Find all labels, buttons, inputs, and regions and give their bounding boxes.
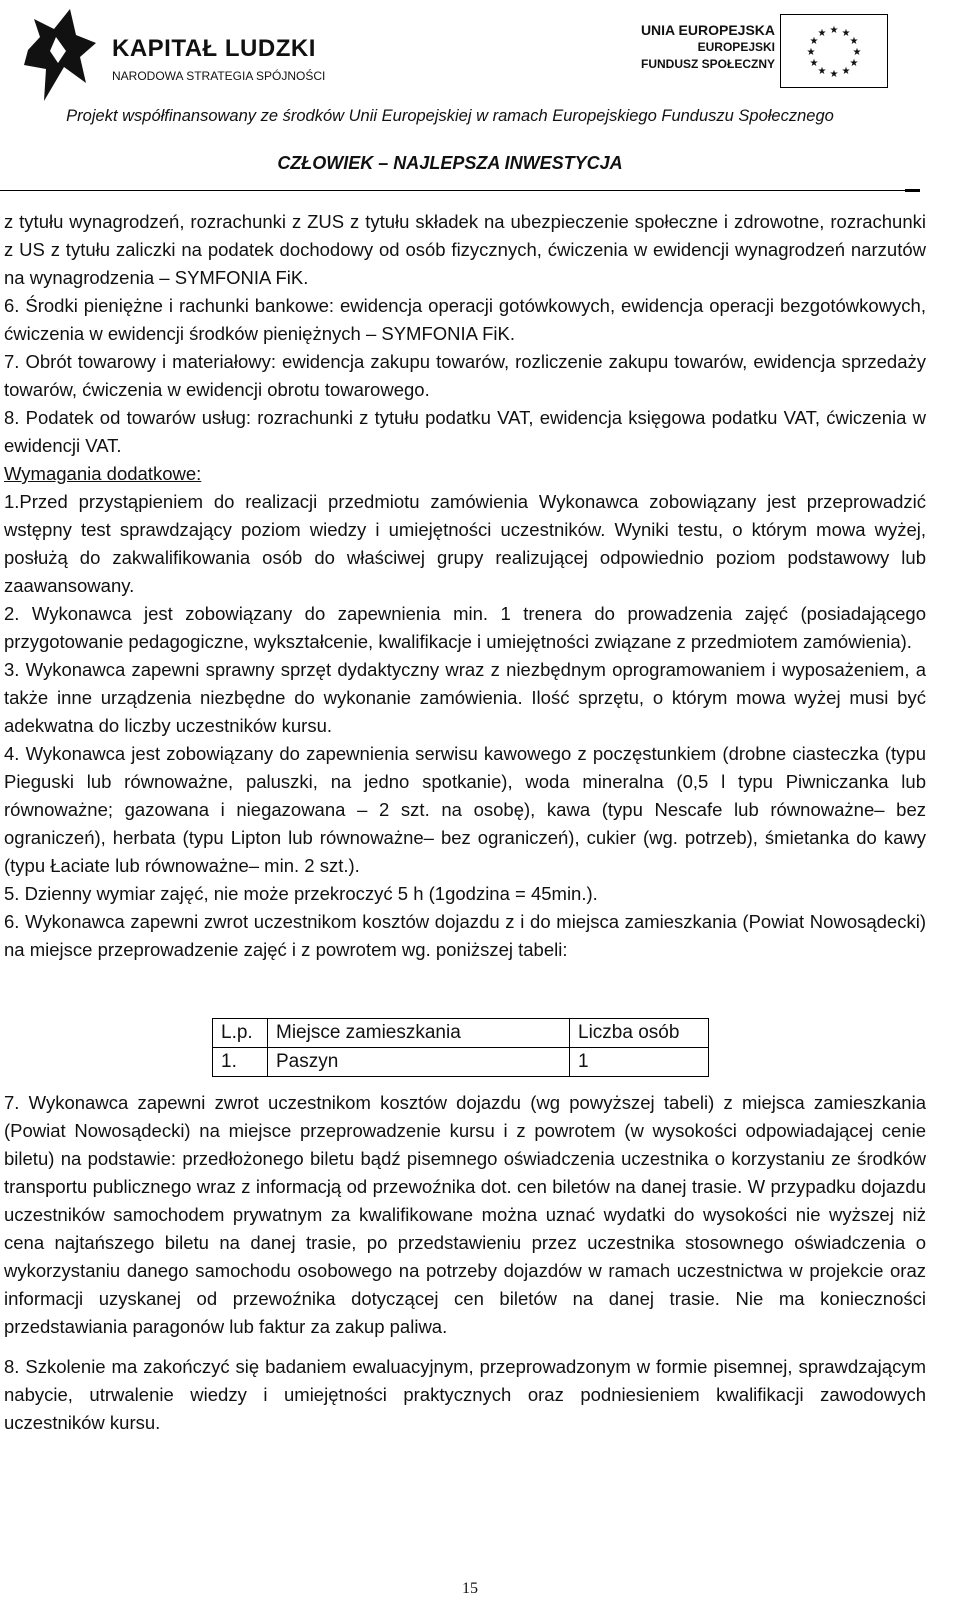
- eu-logo-line1: UNIA EUROPEJSKA: [640, 22, 775, 38]
- svg-text:★: ★: [809, 58, 819, 69]
- document-body: [4, 208, 926, 1437]
- paragraph-8: 8. Podatek od towarów usług: rozrachunki z tytułu podatku VAT, ewidencja księgowa podatku VAT, ćwiczenia w ewidencji VAT.: [4, 407, 926, 456]
- svg-text:★: ★: [817, 28, 827, 39]
- table-header-cell: L.p.: [213, 1019, 268, 1048]
- svg-text:★: ★: [852, 47, 862, 58]
- kapital-ludzki-subtitle: NARODOWA STRATEGIA SPÓJNOŚCI: [112, 69, 326, 83]
- spacer: [4, 1077, 926, 1089]
- requirement-7: 7. Wykonawca zapewni zwrot uczestnikom kosztów dojazdu (wg powyższej tabeli) z miejsca zamieszkania (Powiat Nowosądecki) na miejsce przeprowadzenie kursu i z powrotem (w wysokości odpowiadającej cenie biletu) na podstawie: przedłożonego biletu bądź pisemnego oświadczenia uczestnika o korzystaniu ze środków transportu publicznego wraz z informacją od przewoźnika dot. cen biletów na danej trasie. W przypadku dojazdu uczestników samochodem prywatnym za kwalifikowane można uznać wydatki do wysokości nie wyższej niż cena najtańszego biletu na danej trasie, po przedstawieniu przez uczestnika stosownego oświadczenia o wykorzystaniu danego samochodu osobowego na potrzeby dojazdów w ramach uczestnictwa w projekcie oraz informacji uzyskanej od przewoźnika dotyczącej cen biletów na danej trasie. Nie ma konieczności przedstawiania paragonów lub faktur za zakup paliwa.: [4, 1092, 926, 1337]
- requirement-5: 5. Dzienny wymiar zajęć, nie może przekroczyć 5 h (1godzina = 45min.).: [4, 883, 598, 904]
- table-cell: 1: [570, 1048, 709, 1077]
- paragraph-7: 7. Obrót towarowy i materiałowy: ewidencja zakupu towarów, rozliczenie zakupu towarów, ewidencja sprzedaży towarów, ćwiczenia w ewidencji obrotu towarowego.: [4, 351, 926, 400]
- svg-text:★: ★: [806, 47, 816, 58]
- requirement-8: 8. Szkolenie ma zakończyć się badaniem ewaluacyjnym, przeprowadzonym w formie pisemnej, sprawdzającym nabycie, utrwalenie wiedzy i umiejętności praktycznych oraz podniesieniem kwalifikacji zawodowych uczestników kursu.: [4, 1356, 926, 1433]
- svg-text:★: ★: [841, 66, 851, 77]
- requirement-1: 1.Przed przystąpieniem do realizacji przedmiotu zamówienia Wykonawca zobowiązany jest przeprowadzić wstępny test sprawdzający poziom wiedzy i umiejętności uczestników. Wyniki testu, o którym mowa wyżej, posłużą do zakwalifikowania osób do właściwej grupy realizującej odpowiednio poziom podstawowy lub zaawansowany.: [4, 491, 926, 596]
- requirement-4: 4. Wykonawca jest zobowiązany do zapewnienia serwisu kawowego z poczęstunkiem (drobne ciasteczka (typu Pieguski lub równoważne, paluszki, na jedno spotkanie), woda mineralna (0,5 l typu Piwniczanka lub równoważne; gazowana i niegazowana – 2 szt. na osobę), kawa (typu Nescafe lub równoważne– bez ograniczeń), herbata (typu Lipton lub równoważne– bez ograniczeń), cukier (wg. potrzeb), śmietanka do kawy (typu Łaciate lub równoważne– min. 2 szt.).: [4, 743, 926, 876]
- page-number: 15: [462, 1580, 478, 1597]
- paragraph-6: 6. Środki pieniężne i rachunki bankowe: ewidencja operacji gotówkowych, ewidencja operacji bezgotówkowych, ćwiczenia w ewidencji środków pieniężnych – SYMFONIA FiK.: [4, 295, 926, 344]
- kapital-ludzki-title: KAPITAŁ LUDZKI: [112, 35, 316, 62]
- svg-text:★: ★: [817, 66, 827, 77]
- eu-logo-line3: FUNDUSZ SPOŁECZNY: [640, 57, 775, 71]
- paragraph-intro: z tytułu wynagrodzeń, rozrachunki z ZUS z tytułu składek na ubezpieczenie społeczne i zdrowotne, rozrachunki z US z tytułu zaliczki na podatek dochodowy od osób fizycznych, ćwiczenia w ewidencji wynagrodzeń narzutów na wynagrodzenia – SYMFONIA FiK.: [4, 211, 926, 288]
- places-table: [212, 1018, 709, 1077]
- svg-text:★: ★: [849, 58, 859, 69]
- extra-requirements-heading: Wymagania dodatkowe:: [4, 463, 202, 484]
- spacer: [4, 964, 926, 1018]
- kapital-ludzki-logo: [20, 5, 350, 105]
- header-divider-end: [905, 189, 920, 192]
- table-cell: Paszyn: [268, 1048, 570, 1077]
- kapital-ludzki-star-icon: [20, 5, 110, 105]
- eu-logo-text: [605, 22, 775, 73]
- eu-flag-icon: [780, 14, 888, 88]
- spacer: [4, 1341, 926, 1353]
- table-header-cell: Miejsce zamieszkania: [268, 1019, 570, 1048]
- svg-text:★: ★: [849, 36, 859, 47]
- svg-text:★: ★: [809, 36, 819, 47]
- table-cell: 1.: [213, 1048, 268, 1077]
- svg-text:★: ★: [841, 28, 851, 39]
- table-header-row: [213, 1019, 709, 1048]
- eu-logo-line2: EUROPEJSKI: [697, 40, 775, 54]
- table-header-cell: Liczba osób: [570, 1019, 709, 1048]
- motto: CZŁOWIEK – NAJLEPSZA INWESTYCJA: [277, 153, 623, 173]
- header-divider: [0, 190, 920, 191]
- svg-text:★: ★: [829, 69, 839, 80]
- cofinancing-note: Projekt współfinansowany ze środków Unii Europejskiej w ramach Europejskiego Funduszu Społecznego: [66, 107, 834, 125]
- requirement-2: 2. Wykonawca jest zobowiązany do zapewnienia min. 1 trenera do prowadzenia zajęć (posiadającego przygotowanie pedagogiczne, wykształcenie, kwalifikacje i umiejętności związane z przedmiotem zamówienia).: [4, 603, 926, 652]
- requirement-3: 3. Wykonawca zapewni sprawny sprzęt dydaktyczny wraz z niezbędnym oprogramowaniem i wyposażeniem, a także inne urządzenia niezbędne do wykonanie zamówienia. Ilość sprzętu, o którym mowa wyżej musi być adekwatna do liczby uczestników kursu.: [4, 659, 926, 736]
- requirement-6: 6. Wykonawca zapewni zwrot uczestnikom kosztów dojazdu z i do miejsca zamieszkania (Powiat Nowosądecki) na miejsce przeprowadzenie zajęć i z powrotem wg. poniższej tabeli:: [4, 911, 926, 960]
- table-row: [213, 1048, 709, 1077]
- svg-text:★: ★: [829, 25, 839, 36]
